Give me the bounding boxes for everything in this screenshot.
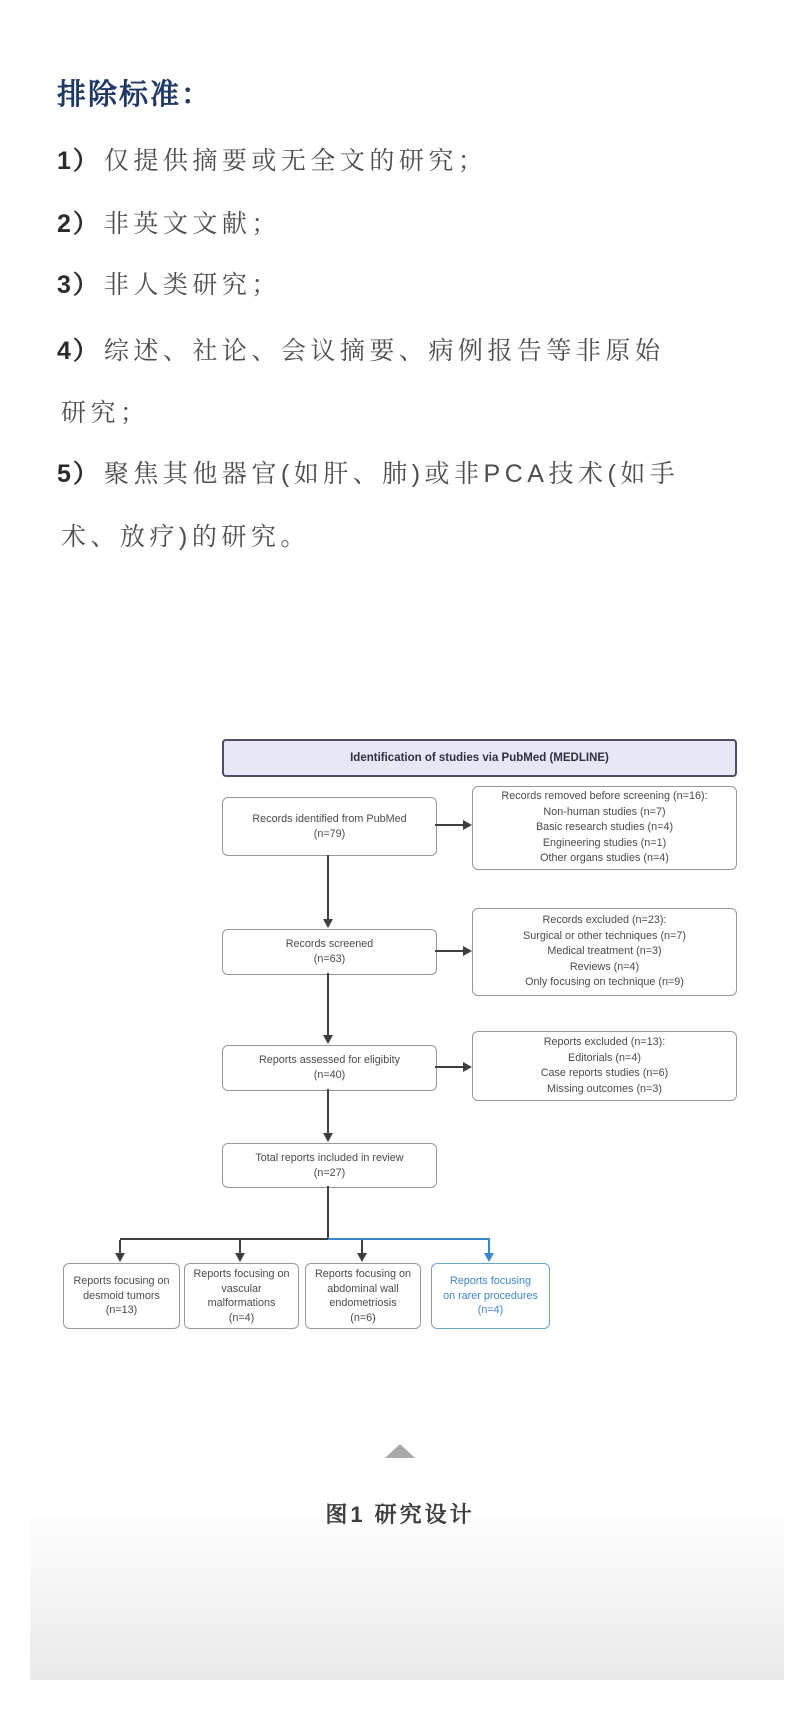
item-text: 综述、社论、会议摘要、病例报告等非原始 [103,337,665,365]
flow-box-line: malformations [207,1297,276,1309]
arrow-head-down-icon [357,1253,367,1262]
arrow-line-down [327,855,329,919]
arrow-head-right-icon [463,946,472,956]
arrow-head-down-icon [323,919,333,928]
flow-box-line: Reviews (n=4) [569,960,640,973]
arrow-line-right [435,950,463,952]
arrow-head-right-icon [463,820,472,830]
flow-box-line: Missing outcomes (n=3) [547,1082,662,1095]
flow-box-line: Non-human studies (n=7) [543,805,666,818]
flow-box-line: Medical treatment (n=3) [547,945,662,958]
flow-box-line: Other organs studies (n=4) [540,852,669,865]
arrow-line-down [327,973,329,1035]
item-text: 仅提供摘要或无全文的研究； [103,147,488,175]
flow-box-line: desmoid tumors [83,1289,160,1302]
splitter-line-blue [328,1238,490,1240]
figure-caption: 图1 研究设计 [325,1502,475,1527]
item-text: 术、放疗)的研究。 [61,523,310,551]
item-number: 5） [57,460,100,488]
flow-box-line: Total reports included in review [255,1151,404,1164]
arrow-head-down-icon [115,1253,125,1262]
flow-box-line: (n=63) [313,953,346,965]
flow-box-line: Records screened [285,938,374,950]
flow-box-line: Records identified from PubMed [252,812,407,825]
arrow-line-down [327,1089,329,1133]
branch-line-down-blue [488,1240,490,1253]
flow-box-line: endometriosis [329,1297,397,1309]
section-heading: 排除标准： [57,79,213,112]
flow-box-records-screened [222,929,437,975]
flow-box-line: Engineering studies (n=1) [542,836,667,849]
item-number: 4） [57,337,100,365]
flow-box-line: Case reports studies (n=6) [540,1067,669,1079]
flow-box-line: Only focusing on technique (n=9) [525,976,684,989]
flow-box-line: Reports focusing on [73,1275,170,1288]
flow-box-line: (n=4) [228,1311,255,1324]
collapse-triangle-icon[interactable] [385,1444,415,1458]
splitter-line-dark [120,1238,328,1240]
arrow-line-right [435,824,463,826]
flow-box-removed-before-screening [472,786,737,870]
flow-box-line: vascular [221,1282,262,1295]
flow-box-line: Basic research studies (n=4) [535,821,674,834]
flow-box-line: Editorials (n=4) [568,1051,641,1064]
flow-box-line: Reports focusing on [193,1268,290,1280]
flow-box-line: (n=79) [313,827,346,840]
item-number: 3） [57,271,100,299]
flow-box-line: (n=40) [313,1069,346,1081]
flow-box-line: Reports excluded (n=13): [543,1036,666,1048]
arrow-head-down-icon [235,1253,245,1262]
branch-line-down [239,1240,241,1253]
flow-box-line: (n=6) [350,1311,376,1324]
flow-box-line: on rarer procedures [443,1289,538,1302]
flow-box-line: Records removed before screening (n=16): [501,790,708,803]
branch-line-down [361,1240,363,1253]
item-number: 1） [57,147,100,175]
flow-box-reports-assessed [222,1045,437,1091]
flow-box-rarer-procedures [431,1263,550,1329]
item-number: 2） [57,210,100,238]
flow-title-box: Identification of studies via PubMed (MEDLINE) [222,739,737,777]
arrow-head-down-icon [323,1133,333,1142]
arrow-line-right [435,1066,463,1068]
item-text: 非人类研究； [103,271,281,299]
flow-box-line: (n=27) [313,1166,346,1179]
flow-box-records-identified [222,797,437,856]
item-text: 非英文文献； [103,210,281,238]
flow-box-reports-excluded [472,1031,737,1101]
item-text: 研究； [61,399,150,427]
flow-box-line: (n=13) [105,1304,138,1317]
flow-box-line: Reports focusing on [314,1268,412,1280]
flow-box-desmoid-tumors [63,1263,180,1329]
arrow-head-right-icon [463,1062,472,1072]
flow-box-vascular-malformations [184,1263,299,1329]
flow-box-line: Records excluded (n=23): [542,914,667,927]
flow-box-records-excluded [472,908,737,996]
flow-box-total-included [222,1143,437,1188]
footer-gradient-panel [30,1518,784,1680]
arrow-head-down-icon [323,1035,333,1044]
flow-box-line: Reports focusing [449,1275,532,1288]
flow-box-line: Reports assessed for eligibity [258,1054,401,1066]
flow-box-line: (n=4) [477,1304,504,1317]
item-text: 聚焦其他器官(如肝、肺)或非PCA技术(如手 [103,460,680,488]
flow-box-abdominal-wall-endometriosis [305,1263,421,1329]
flow-box-line: abdominal wall [327,1282,399,1295]
branch-line-down [119,1240,121,1253]
arrow-head-down-blue-icon [484,1253,494,1262]
splitter-stem-line [327,1186,329,1239]
flow-box-line: Surgical or other techniques (n=7) [523,929,686,942]
